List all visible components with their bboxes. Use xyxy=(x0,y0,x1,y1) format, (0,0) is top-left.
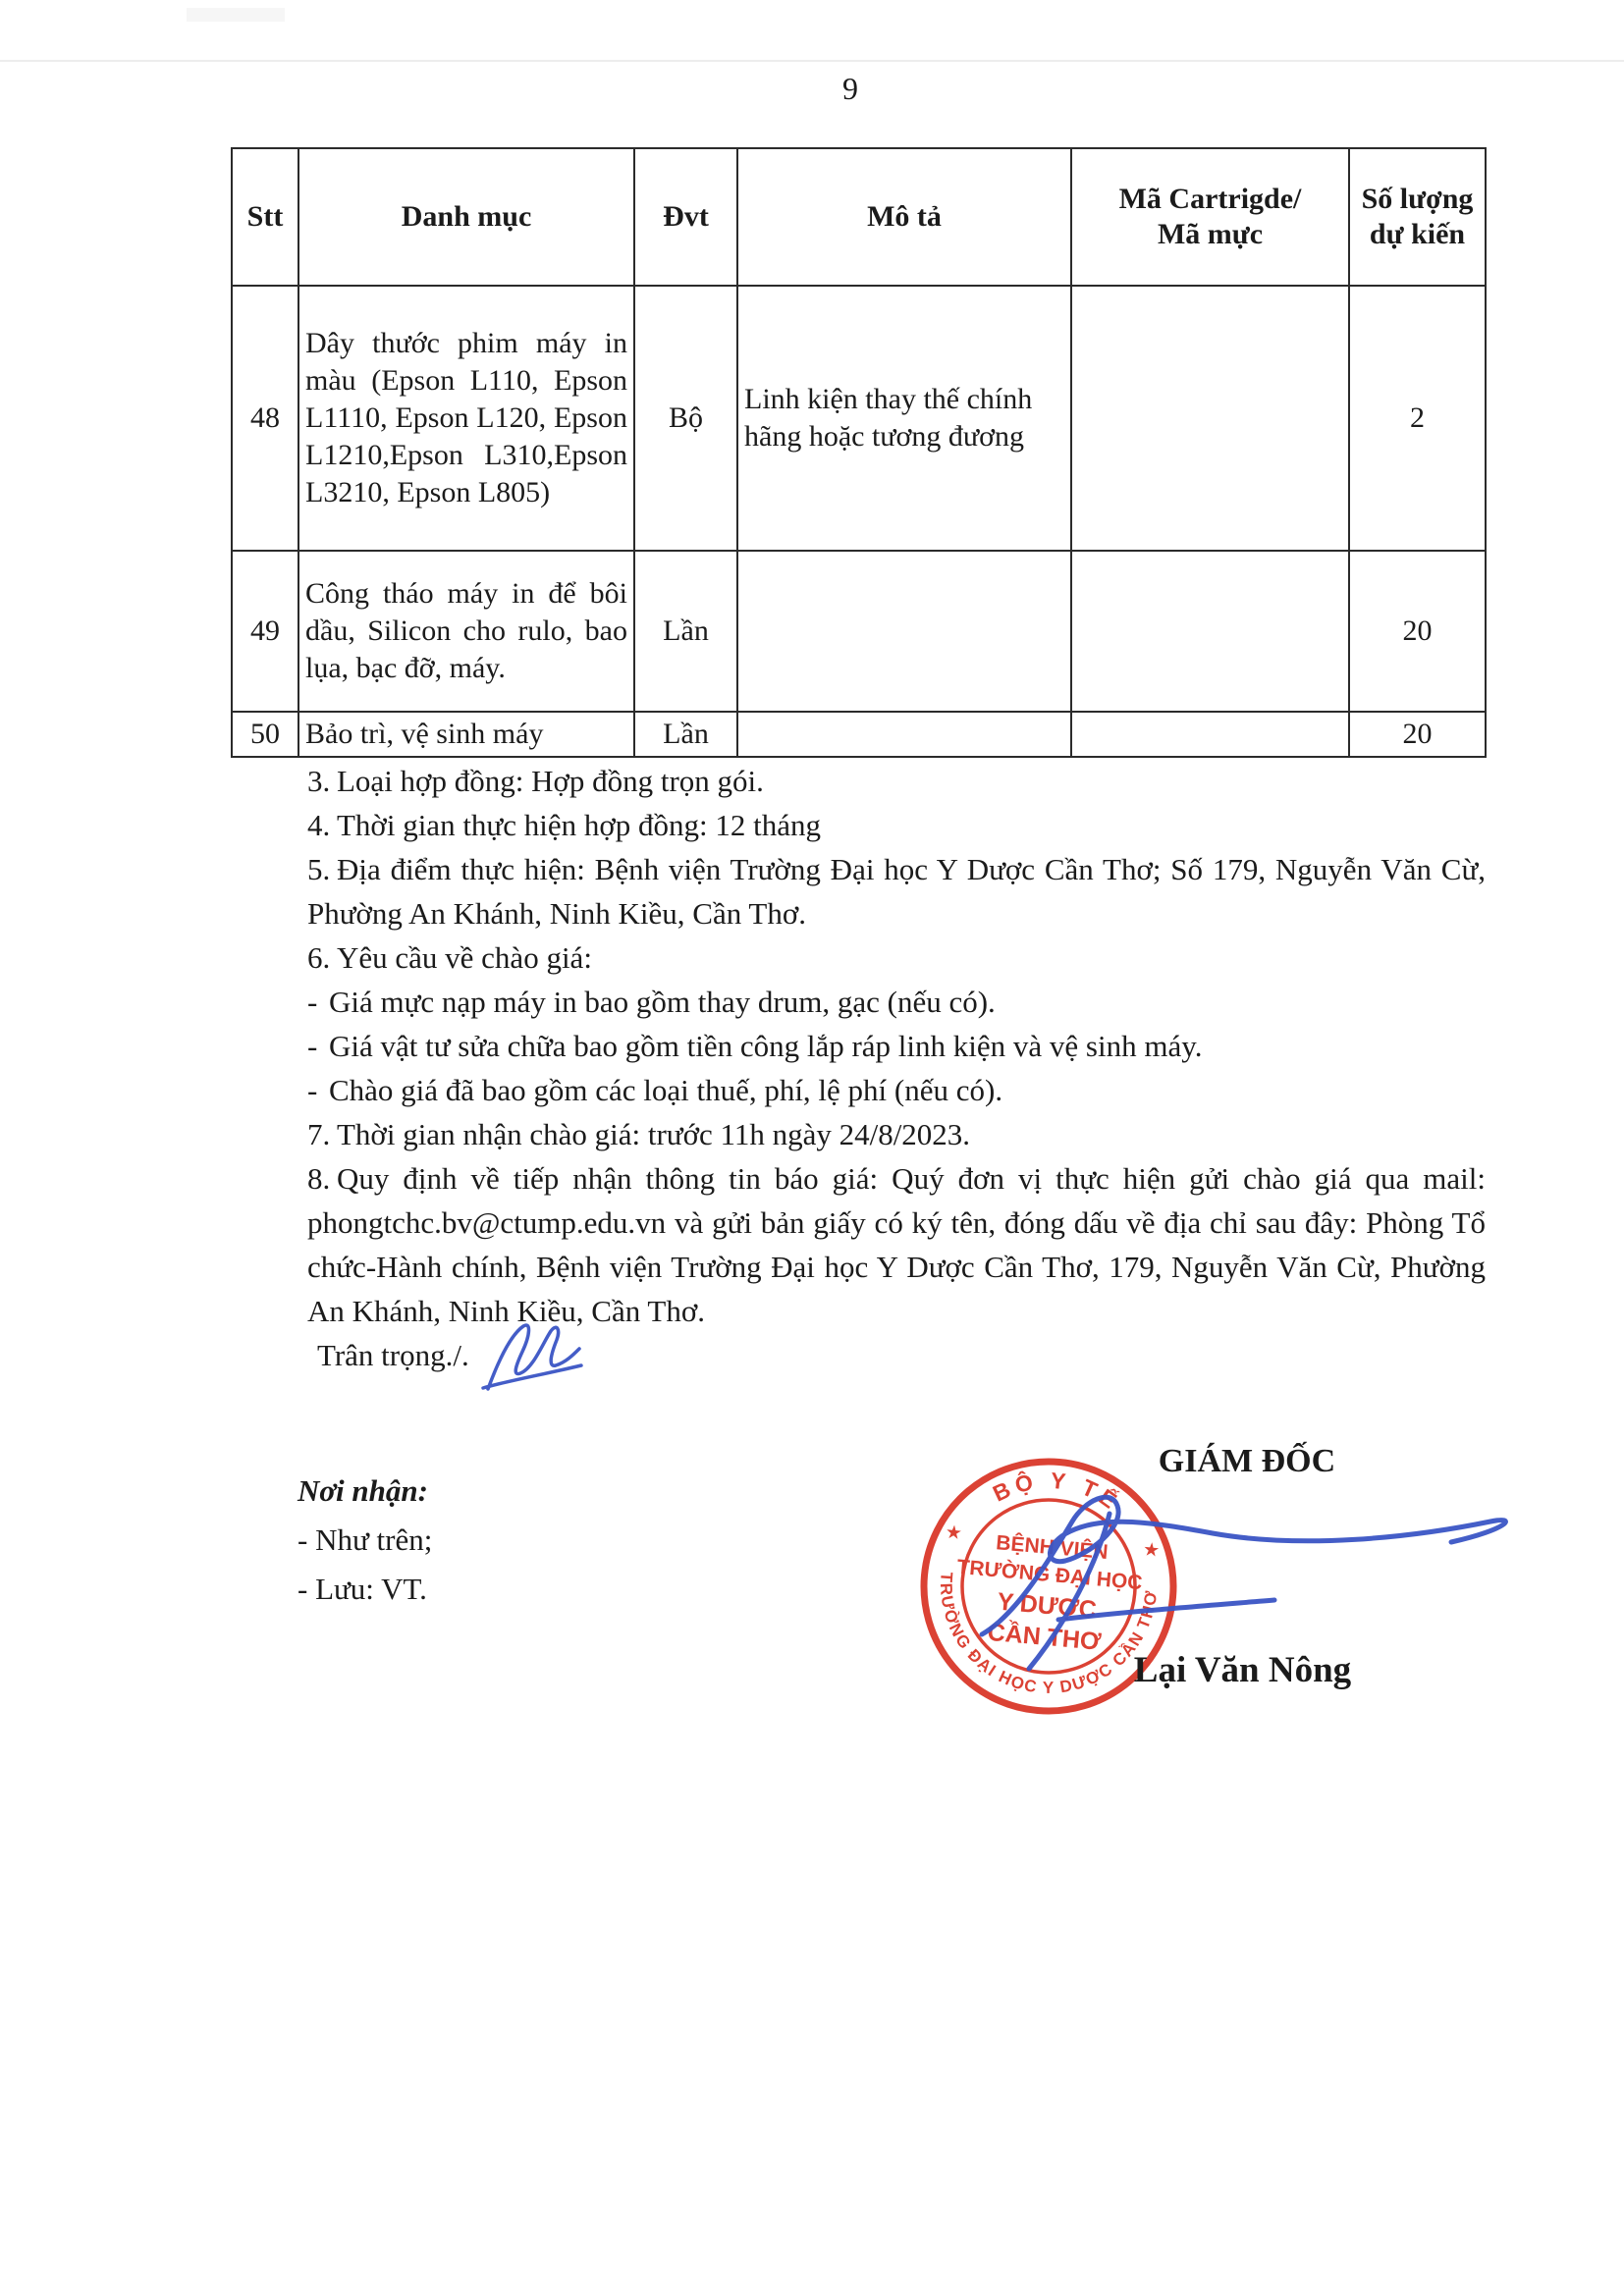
supplies-table xyxy=(231,147,1487,758)
item-number: 3. xyxy=(307,764,331,798)
cell-ma xyxy=(1071,712,1349,757)
cell-mo-ta xyxy=(737,712,1071,757)
list-item xyxy=(307,803,1486,847)
stamp-star-left: ★ xyxy=(944,1522,963,1545)
closing-line: Trân trọng./. xyxy=(317,1338,469,1372)
item-text: Chào giá đã bao gồm các loại thuế, phí, lệ phí (nếu có). xyxy=(329,1073,1003,1107)
stamp-center-line2: TRƯỜNG ĐẠI HỌC xyxy=(955,1555,1144,1595)
paraph-ink-mark xyxy=(474,1315,592,1404)
cell-dvt: Bộ xyxy=(634,286,737,551)
cell-mo-ta xyxy=(737,551,1071,712)
stamp-center-line3: Y DƯỢC xyxy=(996,1587,1098,1625)
stamp-star-right: ★ xyxy=(1142,1539,1161,1562)
cell-stt: 48 xyxy=(232,286,298,551)
cell-ma xyxy=(1071,286,1349,551)
item-number: 6. xyxy=(307,940,331,975)
recipients-block xyxy=(298,1467,432,1614)
item-dash: - xyxy=(307,985,318,1019)
item-text: Thời gian thực hiện hợp đồng: 12 tháng xyxy=(337,808,821,842)
stamp-ring-bottom-text: TRƯỜNG ĐẠI HỌC Y DƯỢC CẦN THƠ xyxy=(936,1571,1162,1697)
body-text xyxy=(307,759,1486,1377)
cell-ma xyxy=(1071,551,1349,712)
item-dash: - xyxy=(307,1073,318,1107)
cell-so-luong: 20 xyxy=(1349,551,1486,712)
recipient-line: - Lưu: VT. xyxy=(298,1572,427,1606)
item-text: Loại hợp đồng: Hợp đồng trọn gói. xyxy=(337,764,764,798)
table-row xyxy=(232,551,1486,712)
col-header-danh-muc: Danh mục xyxy=(298,148,634,286)
col-header-dvt: Đvt xyxy=(634,148,737,286)
table-row xyxy=(232,286,1486,551)
cell-danh-muc: Công tháo máy in để bôi dầu, Silicon cho rulo, bao lụa, bạc đỡ, máy. xyxy=(298,551,634,712)
list-item xyxy=(307,847,1486,935)
signature-main-stroke xyxy=(982,1497,1505,1634)
signer-name: Lại Văn Nông xyxy=(1133,1650,1352,1690)
col-header-ma-line2: Mã mực xyxy=(1157,218,1264,250)
paraph-stroke xyxy=(488,1325,579,1389)
list-item xyxy=(307,980,1486,1024)
col-header-ma-line1: Mã Cartrigde/ xyxy=(1118,183,1302,215)
cell-so-luong: 20 xyxy=(1349,712,1486,757)
item-text: Thời gian nhận chào giá: trước 11h ngày 24/8/2023. xyxy=(337,1117,971,1151)
item-text: Địa điểm thực hiện: Bệnh viện Trường Đại học Y Dược Cần Thơ; Số 179, Nguyễn Văn Cừ, Phường An Khánh, Ninh Kiều, Cần Thơ. xyxy=(307,852,1486,931)
list-item xyxy=(307,935,1486,980)
recipient-line: - Như trên; xyxy=(298,1522,433,1557)
cell-stt: 49 xyxy=(232,551,298,712)
cell-mo-ta: Linh kiện thay thế chính hãng hoặc tương đương xyxy=(737,286,1071,551)
item-text: Giá mực nạp máy in bao gồm thay drum, gạc (nếu có). xyxy=(329,985,996,1019)
cell-danh-muc: Dây thước phim máy in màu (Epson L110, Epson L1110, Epson L120, Epson L1210,Epson L310,Epson L3210, Epson L805) xyxy=(298,286,634,551)
col-header-so-luong: Số lượng dự kiến xyxy=(1349,148,1486,286)
col-header-ma-cartridge xyxy=(1071,148,1349,286)
item-dash: - xyxy=(307,1029,318,1063)
cell-so-luong: 2 xyxy=(1349,286,1486,551)
signature-flourish-stroke xyxy=(1058,1600,1274,1620)
item-text: Yêu cầu về chào giá: xyxy=(337,940,592,975)
item-text: Quy định về tiếp nhận thông tin báo giá: Quý đơn vị thực hiện gửi chào giá qua mail: phongtchc.bv@ctump.edu.vn và gửi bản giấy có ký tên, đóng dấu về địa chỉ sau đây: Phòng Tổ chức-Hành chính, Bệnh viện Trường Đại học Y Dược Cần Thơ, 179, Nguyễn Văn Cừ, Phường An Khánh, Ninh Kiều, Cần Thơ. xyxy=(307,1161,1486,1328)
col-header-mo-ta: Mô tả xyxy=(737,148,1071,286)
page-number: 9 xyxy=(842,71,858,106)
scan-artifact-line xyxy=(0,60,1624,62)
recipients-title: Nơi nhận: xyxy=(298,1473,428,1508)
list-item xyxy=(307,1024,1486,1068)
list-item xyxy=(307,1112,1486,1156)
list-item xyxy=(307,1156,1486,1333)
scan-artifact-smudge xyxy=(187,8,285,22)
item-number: 8. xyxy=(307,1161,331,1196)
list-item xyxy=(307,759,1486,803)
table-row xyxy=(232,712,1486,757)
stamp-center-line4: CẦN THƠ xyxy=(986,1618,1103,1656)
item-number: 7. xyxy=(307,1117,331,1151)
signature-descender-stroke xyxy=(1029,1514,1110,1669)
table-header-row xyxy=(232,148,1486,286)
stamp-center-line1: BỆNH VIỆN xyxy=(995,1531,1110,1565)
list-item xyxy=(307,1068,1486,1112)
signer-role: GIÁM ĐỐC xyxy=(1158,1443,1336,1479)
stamp-ring-top-text: BỘ Y TẾ xyxy=(989,1467,1126,1517)
cell-danh-muc: Bảo trì, vệ sinh máy xyxy=(298,712,634,757)
cell-dvt: Lần xyxy=(634,551,737,712)
col-header-stt: Stt xyxy=(232,148,298,286)
cell-stt: 50 xyxy=(232,712,298,757)
cell-dvt: Lần xyxy=(634,712,737,757)
item-number: 5. xyxy=(307,852,331,886)
item-number: 4. xyxy=(307,808,331,842)
item-text: Giá vật tư sửa chữa bao gồm tiền công lắp ráp linh kiện và vệ sinh máy. xyxy=(329,1029,1203,1063)
